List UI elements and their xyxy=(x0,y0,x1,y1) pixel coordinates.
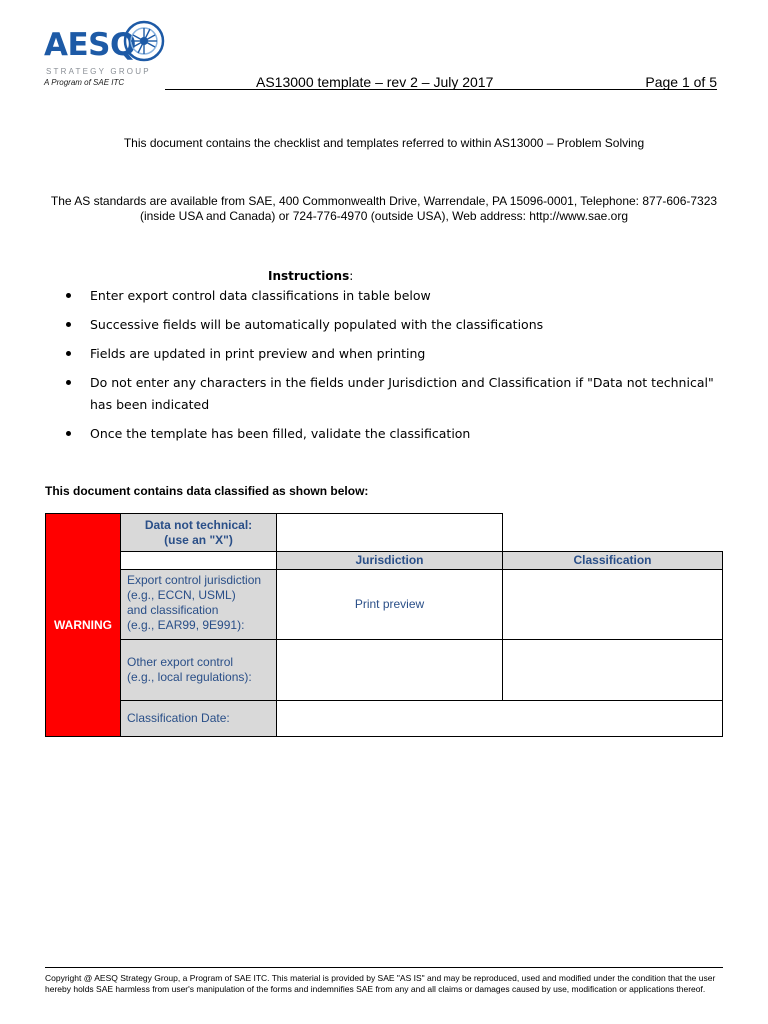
document-title: AS13000 template – rev 2 – July 2017 xyxy=(256,74,494,90)
aesq-logo xyxy=(44,16,169,90)
other-classification-field[interactable] xyxy=(502,639,723,701)
instructions-label: Instructions xyxy=(268,269,350,283)
standards-text: The AS standards are available from SAE, 400 Commonwealth Drive, Warrendale, PA 15096-0001, Telephone: 877-606-7323 (inside USA and Canada) or 724-776-4970 (outside USA), Web address: http://www.sae.org xyxy=(50,194,718,223)
data-not-technical-label: Data not technical: (use an "X") xyxy=(120,513,277,552)
classification-header: Classification xyxy=(502,551,723,570)
list-item xyxy=(64,423,724,445)
warning-cell: WARNING xyxy=(45,513,121,737)
blank-header-cell xyxy=(120,551,277,570)
instructions-title: Instructions: xyxy=(268,269,354,283)
copyright-footer: Copyright @ AESQ Strategy Group, a Program of SAE ITC. This material is provided by SAE "AS IS" and may be reproduced, used and modified under the condition that the user hereby holds SAE harmless from user's manipulation of the forms and indemnifies SAE from any and all claims or damages caused by use, modification or applications thereof. xyxy=(45,973,716,994)
bullet-icon xyxy=(66,380,71,385)
bullet-icon xyxy=(66,431,71,436)
classification-table xyxy=(45,513,723,737)
instructions-list xyxy=(64,285,724,452)
turbine-swirl-icon xyxy=(120,16,168,66)
list-item-text: Successive fields will be automatically populated with the classifications xyxy=(90,317,544,332)
other-jurisdiction-field[interactable] xyxy=(276,639,503,701)
list-item-text: Do not enter any characters in the fields under Jurisdiction and Classification if "Data not technical" has been indicated xyxy=(90,375,714,412)
bullet-icon xyxy=(66,293,71,298)
list-item xyxy=(64,343,724,365)
logo-subtitle: STRATEGY GROUP xyxy=(46,67,151,76)
bullet-icon xyxy=(66,351,71,356)
list-item-text: Once the template has been filled, validate the classification xyxy=(90,426,471,441)
intro-text: This document contains the checklist and templates referred to within AS13000 – Problem Solving xyxy=(123,136,645,150)
logo-brand: AESQ xyxy=(44,27,136,63)
other-export-label: Other export control (e.g., local regulations): xyxy=(120,639,277,701)
list-item xyxy=(64,314,724,336)
export-classification-field[interactable] xyxy=(502,569,723,640)
header-rule xyxy=(165,89,717,90)
jurisdiction-header: Jurisdiction xyxy=(276,551,503,570)
logo-tagline: A Program of SAE ITC xyxy=(44,78,125,87)
export-control-label: Export control jurisdiction (e.g., ECCN, USML) and classification (e.g., EAR99, 9E991): xyxy=(120,569,277,640)
list-item-text: Fields are updated in print preview and when printing xyxy=(90,346,426,361)
data-not-technical-field[interactable] xyxy=(276,513,503,552)
classification-heading: This document contains data classified as shown below: xyxy=(45,484,369,498)
list-item xyxy=(64,372,724,416)
export-jurisdiction-field[interactable]: Print preview xyxy=(276,569,503,640)
list-item-text: Enter export control data classifications in table below xyxy=(90,288,431,303)
bullet-icon xyxy=(66,322,71,327)
list-item xyxy=(64,285,724,307)
page-number: Page 1 of 5 xyxy=(645,74,717,90)
footer-rule xyxy=(45,967,723,968)
classification-date-field[interactable] xyxy=(276,700,723,737)
classification-date-label: Classification Date: xyxy=(120,700,277,737)
